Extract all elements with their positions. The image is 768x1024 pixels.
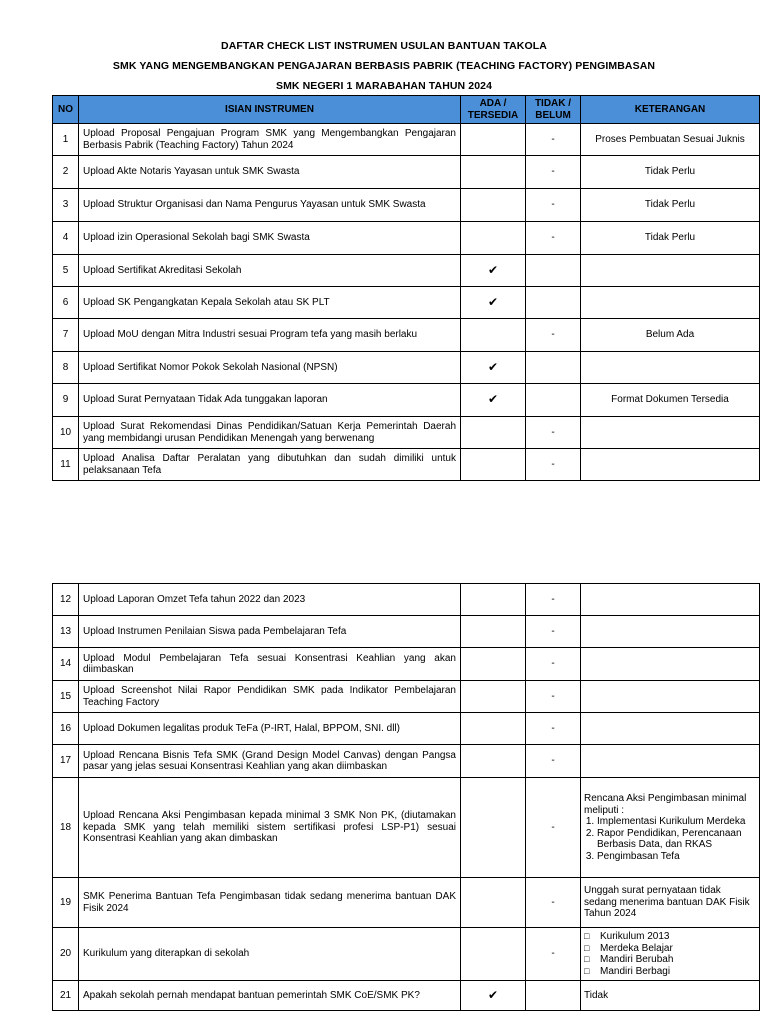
curriculum-options (584, 931, 756, 977)
row-no: 11 (53, 449, 79, 481)
row-isian: Upload MoU dengan Mitra Industri sesuai Program tefa yang masih berlaku (79, 319, 461, 352)
table-row (53, 222, 760, 255)
table-row (53, 981, 760, 1011)
row-ada (461, 222, 526, 255)
keterangan-list (584, 816, 756, 862)
row-keterangan (581, 778, 760, 878)
table-row (53, 681, 760, 713)
header-keterangan: KETERANGAN (581, 96, 760, 124)
header-isian: ISIAN INSTRUMEN (79, 96, 461, 124)
row-keterangan (581, 449, 760, 481)
table-row (53, 878, 760, 928)
row-isian: Kurikulum yang diterapkan di sekolah (79, 928, 461, 981)
row-tidak: - (526, 681, 581, 713)
table-row (53, 584, 760, 616)
row-tidak (526, 287, 581, 319)
table-row (53, 928, 760, 981)
row-no: 12 (53, 584, 79, 616)
row-no: 20 (53, 928, 79, 981)
row-no: 7 (53, 319, 79, 352)
row-keterangan (581, 417, 760, 449)
row-ada (461, 648, 526, 681)
table-row (53, 189, 760, 222)
row-ada: ✔ (461, 352, 526, 384)
row-keterangan (581, 681, 760, 713)
row-ada (461, 616, 526, 648)
row-no: 19 (53, 878, 79, 928)
row-no: 15 (53, 681, 79, 713)
row-isian: Upload izin Operasional Sekolah bagi SMK Swasta (79, 222, 461, 255)
row-isian: Upload Instrumen Penilaian Siswa pada Pembelajaran Tefa (79, 616, 461, 648)
title-line-1: DAFTAR CHECK LIST INSTRUMEN USULAN BANTUAN TAKOLA (221, 40, 547, 52)
list-item: □ Mandiri Berbagi (584, 966, 756, 978)
row-keterangan: Format Dokumen Tersedia (581, 384, 760, 417)
list-item: 3. Pengimbasan Tefa (597, 851, 756, 863)
row-no: 2 (53, 156, 79, 189)
row-ada (461, 681, 526, 713)
row-ada (461, 745, 526, 778)
row-ada: ✔ (461, 981, 526, 1011)
row-isian: Upload Analisa Daftar Peralatan yang dibutuhkan dan sudah dimiliki untuk pelaksanaan Tefa (79, 449, 461, 481)
table-row (53, 713, 760, 745)
row-isian: Upload Rencana Bisnis Tefa SMK (Grand Design Model Canvas) dengan Pangsa pasar yang jelas sesuai Konsentrasi Keahlian yang akan diimbaskan (79, 745, 461, 778)
row-ada (461, 319, 526, 352)
table-row (53, 417, 760, 449)
row-ada: ✔ (461, 287, 526, 319)
row-isian: Upload Sertifikat Nomor Pokok Sekolah Nasional (NPSN) (79, 352, 461, 384)
row-ada (461, 713, 526, 745)
row-no: 21 (53, 981, 79, 1011)
row-no: 17 (53, 745, 79, 778)
row-tidak (526, 981, 581, 1011)
table-row (53, 778, 760, 878)
row-ada (461, 778, 526, 878)
row-keterangan: Belum Ada (581, 319, 760, 352)
title-line-3: SMK NEGERI 1 MARABAHAN TAHUN 2024 (275, 80, 493, 92)
row-tidak (526, 255, 581, 287)
document-title (0, 36, 768, 96)
header-ada: ADA / TERSEDIA (461, 96, 526, 124)
row-isian: Upload SK Pengangkatan Kepala Sekolah atau SK PLT (79, 287, 461, 319)
row-no: 10 (53, 417, 79, 449)
table-row (53, 384, 760, 417)
row-tidak: - (526, 713, 581, 745)
row-ada (461, 124, 526, 156)
row-isian: Upload Struktur Organisasi dan Nama Pengurus Yayasan untuk SMK Swasta (79, 189, 461, 222)
table-row (53, 124, 760, 156)
row-no: 5 (53, 255, 79, 287)
row-keterangan: Tidak Perlu (581, 222, 760, 255)
row-no: 1 (53, 124, 79, 156)
row-ada (461, 417, 526, 449)
row-keterangan (581, 616, 760, 648)
row-isian: Upload Rencana Aksi Pengimbasan kepada minimal 3 SMK Non PK, (diutamakan kepada SMK yang telah memiliki sistem sertifikasi profesi LSP-P1) sesuai Konsentrasi Keahlian yang akan dimbaskan (79, 778, 461, 878)
title-line-2: SMK YANG MENGEMBANGKAN PENGAJARAN BERBASIS PABRIK (TEACHING FACTORY) PENGIMBASAN (112, 60, 656, 72)
row-isian: Upload Sertifikat Akreditasi Sekolah (79, 255, 461, 287)
row-isian: Upload Screenshot Nilai Rapor Pendidikan SMK pada Indikator Pembelajaran Teaching Factory (79, 681, 461, 713)
table-row (53, 156, 760, 189)
table-row (53, 352, 760, 384)
row-keterangan (581, 648, 760, 681)
row-ada (461, 584, 526, 616)
row-no: 8 (53, 352, 79, 384)
row-ada: ✔ (461, 255, 526, 287)
row-tidak: - (526, 648, 581, 681)
row-tidak: - (526, 222, 581, 255)
row-no: 16 (53, 713, 79, 745)
row-tidak: - (526, 319, 581, 352)
row-tidak: - (526, 584, 581, 616)
row-keterangan: Tidak Perlu (581, 156, 760, 189)
list-item: 1. Implementasi Kurikulum Merdeka (597, 816, 756, 828)
list-item: □ Kurikulum 2013 (584, 931, 756, 943)
row-tidak (526, 352, 581, 384)
row-tidak: - (526, 745, 581, 778)
header-tidak: TIDAK / BELUM (526, 96, 581, 124)
row-keterangan (581, 255, 760, 287)
row-no: 4 (53, 222, 79, 255)
row-isian: Upload Modul Pembelajaran Tefa sesuai Konsentrasi Keahlian yang akan diimbaskan (79, 648, 461, 681)
table-row (53, 255, 760, 287)
row-ada (461, 189, 526, 222)
row-no: 6 (53, 287, 79, 319)
row-isian: Apakah sekolah pernah mendapat bantuan pemerintah SMK CoE/SMK PK? (79, 981, 461, 1011)
row-keterangan: Tidak (581, 981, 760, 1011)
table-row (53, 287, 760, 319)
row-no: 3 (53, 189, 79, 222)
table-row (53, 319, 760, 352)
row-isian: Upload Akte Notaris Yayasan untuk SMK Swasta (79, 156, 461, 189)
table-row (53, 616, 760, 648)
row-keterangan (581, 584, 760, 616)
row-keterangan (581, 713, 760, 745)
checklist-table-part-1 (52, 95, 760, 481)
row-tidak: - (526, 124, 581, 156)
row-keterangan (581, 287, 760, 319)
header-no: NO (53, 96, 79, 124)
row-tidak: - (526, 878, 581, 928)
row-isian: Upload Dokumen legalitas produk TeFa (P-IRT, Halal, BPPOM, SNI. dll) (79, 713, 461, 745)
table-row (53, 449, 760, 481)
row-tidak: - (526, 156, 581, 189)
row-tidak: - (526, 189, 581, 222)
row-isian: Upload Laporan Omzet Tefa tahun 2022 dan 2023 (79, 584, 461, 616)
row-no: 13 (53, 616, 79, 648)
row-keterangan: Unggah surat pernyataan tidak sedang menerima bantuan DAK Fisik Tahun 2024 (581, 878, 760, 928)
table-header-row (53, 96, 760, 124)
row-keterangan (581, 928, 760, 981)
row-keterangan: Tidak Perlu (581, 189, 760, 222)
row-ada (461, 928, 526, 981)
row-no: 9 (53, 384, 79, 417)
keterangan-intro: Rencana Aksi Pengimbasan minimal meliputi : (584, 793, 747, 816)
row-tidak (526, 384, 581, 417)
row-isian: Upload Surat Pernyataan Tidak Ada tunggakan laporan (79, 384, 461, 417)
row-ada (461, 449, 526, 481)
row-ada: ✔ (461, 384, 526, 417)
row-tidak: - (526, 778, 581, 878)
row-tidak: - (526, 928, 581, 981)
row-tidak: - (526, 449, 581, 481)
row-isian: Upload Surat Rekomendasi Dinas Pendidikan/Satuan Kerja Pemerintah Daerah yang membidangi urusan Pendidikan Menengah yang berwenang (79, 417, 461, 449)
list-item: □ Mandiri Berubah (584, 954, 756, 966)
row-keterangan (581, 745, 760, 778)
list-item: 2. Rapor Pendidikan, Perencanaan Berbasis Data, dan RKAS (597, 828, 756, 851)
row-keterangan: Proses Pembuatan Sesuai Juknis (581, 124, 760, 156)
table-row (53, 745, 760, 778)
checklist-table-part-2 (52, 583, 760, 1011)
row-ada (461, 156, 526, 189)
list-item: □ Merdeka Belajar (584, 943, 756, 955)
row-isian: Upload Proposal Pengajuan Program SMK yang Mengembangkan Pengajaran Berbasis Pabrik (Teaching Factory) Tahun 2024 (79, 124, 461, 156)
table-row (53, 648, 760, 681)
row-isian: SMK Penerima Bantuan Tefa Pengimbasan tidak sedang menerima bantuan DAK Fisik 2024 (79, 878, 461, 928)
row-tidak: - (526, 616, 581, 648)
row-no: 14 (53, 648, 79, 681)
row-keterangan (581, 352, 760, 384)
row-no: 18 (53, 778, 79, 878)
row-ada (461, 878, 526, 928)
row-tidak: - (526, 417, 581, 449)
